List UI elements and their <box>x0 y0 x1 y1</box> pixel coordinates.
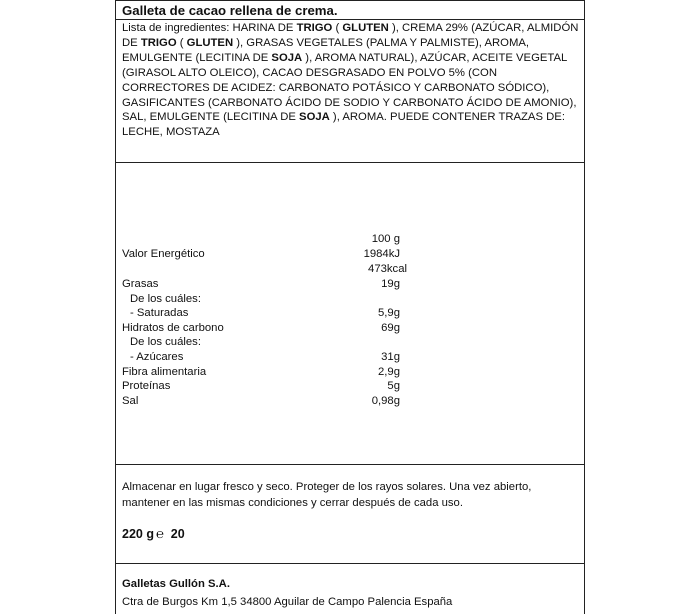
allergen-text: SOJA <box>271 51 303 64</box>
nutrient-name: Sal <box>122 394 139 407</box>
storage-instructions: Almacenar en lugar fresco y seco. Proteger de los rayos solares. Una vez abierto, mantener en las mismas condiciones y cerrar después de cada uso. <box>122 481 532 509</box>
nutrient-name: De los cuáles: <box>130 336 201 349</box>
energy-label: Valor Energético <box>122 248 205 260</box>
product-label <box>115 0 585 614</box>
top-border <box>116 0 584 1</box>
ingredient-text: ), CREMA 29% (AZÚCAR, ALMIDÓN DE <box>122 22 579 49</box>
allergen-text: GLUTEN <box>186 36 234 49</box>
nutrient-row <box>122 351 582 366</box>
nutrient-name: - Azúcares <box>130 351 184 363</box>
energy-kj: 1984kJ <box>363 248 400 260</box>
nutrient-value: 19g <box>381 278 400 290</box>
nutrient-name: Proteínas <box>122 380 171 393</box>
nutrient-value: 0,98g <box>371 394 400 407</box>
nutrient-value: 5,9g <box>378 307 400 320</box>
product-title: Galleta de cacao rellena de crema. <box>122 3 338 18</box>
nutrient-row <box>122 380 582 395</box>
nutrition-header: 100 g <box>371 233 400 245</box>
energy-row <box>122 248 582 263</box>
nutrition-divider <box>116 464 584 465</box>
nutrient-value: 69g <box>381 321 400 334</box>
nutrient-row <box>122 322 582 337</box>
nutrient-row <box>122 293 582 308</box>
nutrient-value: 5g <box>387 380 400 393</box>
ingredients-list <box>122 21 580 140</box>
nutrient-name: De los cuáles: <box>130 292 201 305</box>
company-name: Galletas Gullón S.A. <box>122 578 230 590</box>
ingredient-text: Lista de ingredientes: HARINA DE <box>122 22 297 34</box>
company-address: Ctra de Burgos Km 1,5 34800 Aguilar de Campo Palencia España <box>122 596 453 608</box>
allergen-text: SOJA <box>299 111 330 124</box>
energy-kcal: 473kcal <box>368 263 407 275</box>
nutrient-row <box>122 395 582 410</box>
net-weight <box>122 526 185 541</box>
nutrient-name: Hidratos de carbono <box>122 321 224 334</box>
nutrient-name: Grasas <box>122 278 159 290</box>
weight-divider <box>116 563 584 564</box>
allergen-text: TRIGO <box>140 36 177 49</box>
unit-count: 20 <box>170 527 185 541</box>
nutrient-row <box>122 307 582 322</box>
estimated-mark-icon: ℮ <box>155 526 164 541</box>
nutrient-row <box>122 336 582 351</box>
nutrient-name: Fibra alimentaria <box>122 365 207 378</box>
ingredient-text: ), AROMA NATURAL), AZÚCAR, ACEITE VEGETAL (GIRASOL ALTO OLEICO), CACAO DESGRASADO EN POLVO 5% (CON CORRECTORES DE ACIDEZ: CARBONATO POTÁSICO Y CARBONATO SÓDICO), GASIFICANTES (CARBONATO ÁCIDO DE SODIO Y CARBONATO ÁCIDO DE AMONIO), SAL, EMULGENTE (LECITINA DE <box>122 51 577 124</box>
ingredient-text: ), GRASAS VEGETALES (PALMA Y PALMISTE), AROMA, EMULGENTE (LECITINA DE <box>122 36 530 64</box>
ingredient-text: ), AROMA. PUEDE CONTENER TRAZAS DE: LECHE, MOSTAZA <box>122 111 565 139</box>
nutrient-name: - Saturadas <box>130 307 189 320</box>
allergen-text: GLUTEN <box>342 22 389 34</box>
title-divider <box>116 19 584 20</box>
nutrient-value: 31g <box>381 351 400 363</box>
nutrient-row <box>122 278 582 293</box>
weight-amount: 220 g <box>122 527 154 541</box>
ingredient-text: ( <box>176 36 187 49</box>
ingredients-divider <box>116 162 584 163</box>
nutrition-header-row <box>122 233 582 248</box>
nutrient-value: 2,9g <box>378 365 400 378</box>
nutrient-row <box>122 366 582 381</box>
energy-kcal-row <box>122 263 582 278</box>
ingredient-text: ( <box>332 22 343 34</box>
allergen-text: TRIGO <box>296 22 333 34</box>
